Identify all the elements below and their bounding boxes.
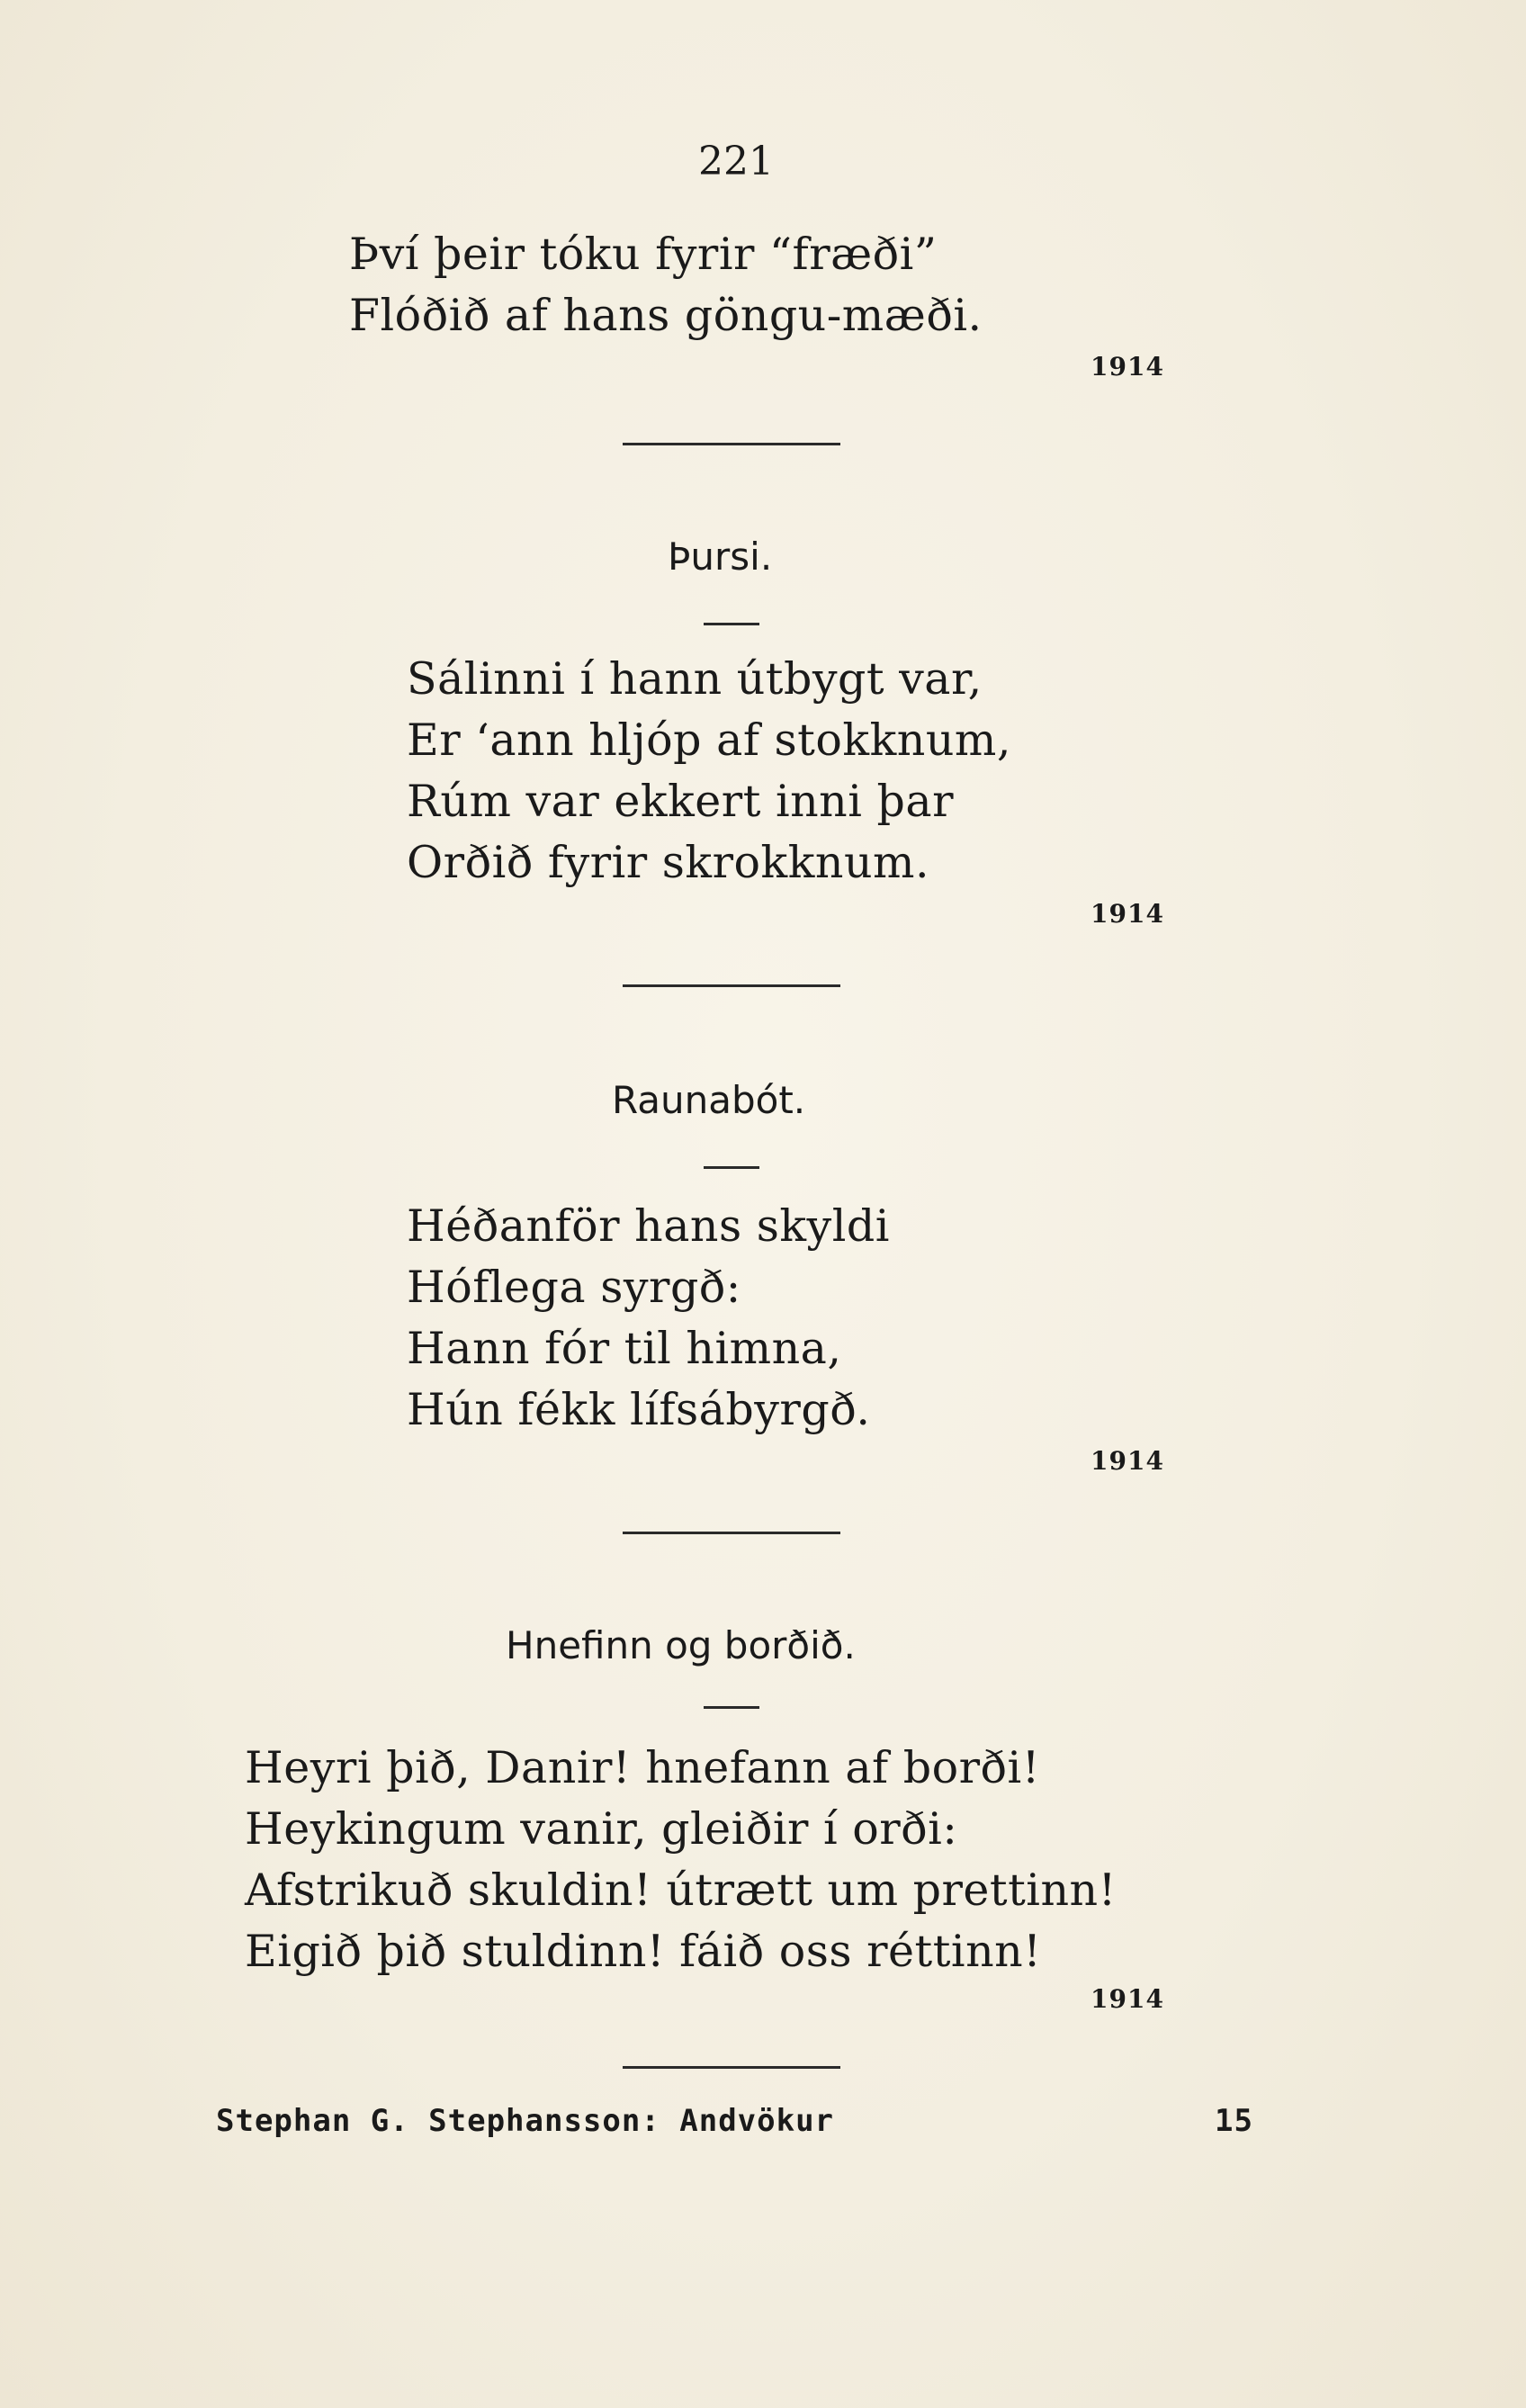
fragment-year: 1914	[1091, 352, 1164, 382]
section-rule	[623, 443, 840, 445]
poem3-year: 1914	[1091, 1984, 1164, 2014]
title-dash	[704, 1166, 759, 1169]
footer-author-title: Stephan G. Stephansson: Andvökur	[216, 2103, 835, 2139]
poem2-line-1: Héðanför hans skyldi	[407, 1200, 890, 1252]
section-rule	[623, 1532, 840, 1534]
poem3-line-4: Eigið þið stuldinn! fáið oss réttinn!	[245, 1926, 1042, 1977]
poem-title-thursi: Þursi.	[668, 535, 773, 579]
title-dash	[704, 623, 759, 625]
poem3-line-2: Heykingum vanir, gleiðir í orði:	[245, 1803, 958, 1855]
poem1-line-4: Orðið fyrir skrokknum.	[407, 837, 930, 888]
poem1-line-2: Er ‘ann hljóp af stokknum,	[407, 714, 1011, 766]
title-dash	[704, 1706, 759, 1709]
poem2-line-4: Hún fékk lífsábyrgð.	[407, 1384, 871, 1435]
fragment-line-1: Því þeir tóku fyrir “fræði”	[349, 229, 938, 280]
section-rule	[623, 984, 840, 987]
poem2-line-3: Hann fór til himna,	[407, 1323, 842, 1374]
poem2-line-2: Hóflega syrgð:	[407, 1262, 741, 1313]
poem3-line-1: Heyri þið, Danir! hnefann af borði!	[245, 1742, 1040, 1793]
poem1-line-3: Rúm var ekkert inni þar	[407, 776, 954, 827]
poem-title-raunabot: Raunabót.	[612, 1078, 806, 1122]
poem3-line-3: Afstrikuð skuldin! útrætt um prettinn!	[245, 1864, 1117, 1916]
poem2-year: 1914	[1091, 1446, 1164, 1476]
footer-signature-number: 15	[1215, 2103, 1253, 2139]
section-rule	[623, 2066, 840, 2069]
poem1-year: 1914	[1091, 899, 1164, 929]
poem1-line-1: Sálinni í hann útbygt var,	[407, 653, 983, 705]
page-number: 221	[698, 139, 774, 184]
poem-title-hnefinn: Hnefinn og borðið.	[506, 1623, 856, 1667]
fragment-line-2: Flóðið af hans göngu-mæði.	[349, 290, 983, 341]
